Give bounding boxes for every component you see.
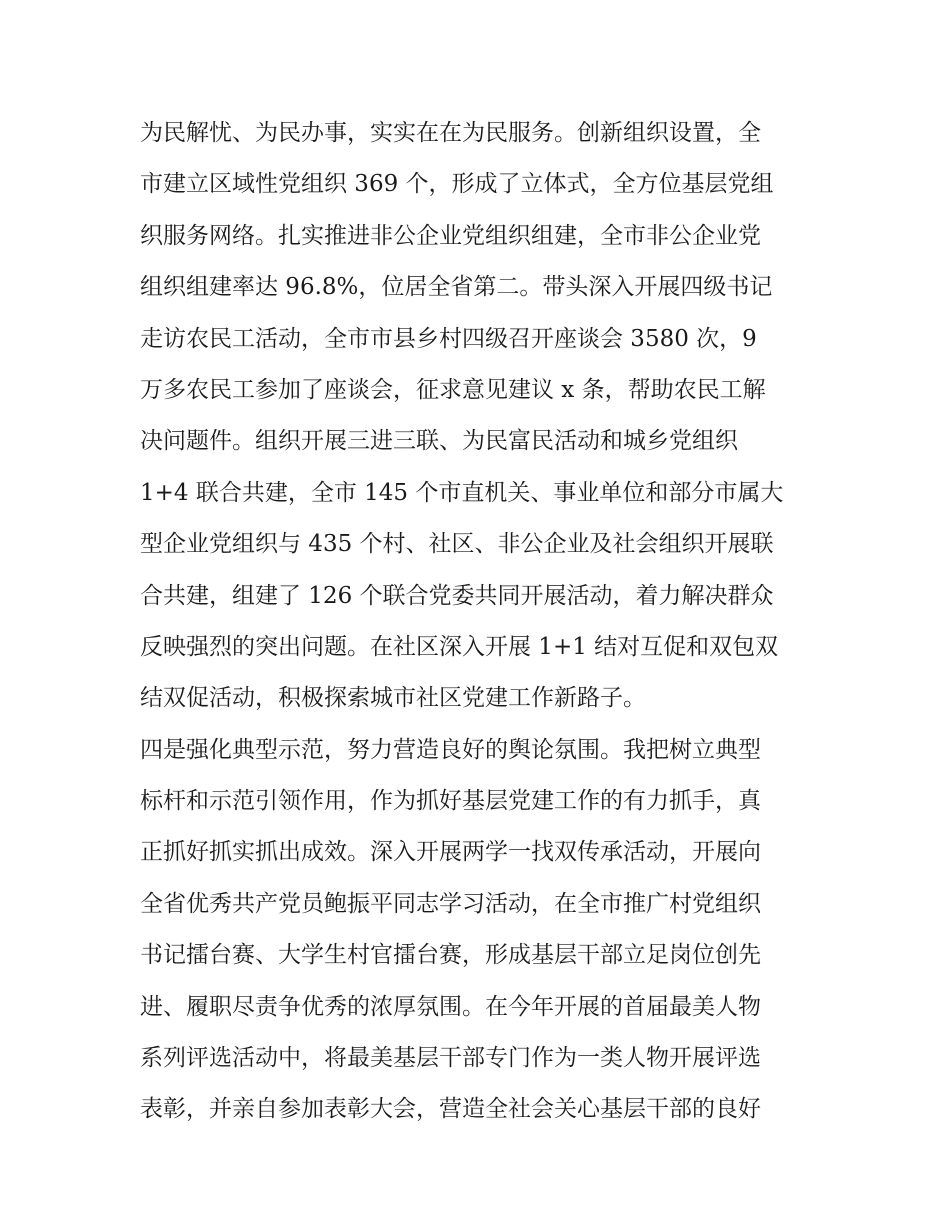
text-line: 结双促活动，积极探索城市社区党建工作新路子。 [140, 685, 646, 712]
body-text [140, 108, 820, 1136]
text-line: 全省优秀共产党员鲍振平同志学习活动，在全市推广村党组织 [140, 890, 761, 917]
text-line: 组织组建率达 96.8%，位居全省第二。带头深入开展四级书记 [140, 274, 773, 301]
text-line: 织服务网络。扎实推进非公企业党组织组建，全市非公企业党 [140, 222, 761, 249]
text-line: 系列评选活动中，将最美基层干部专门作为一类人物开展评选 [140, 1045, 761, 1072]
text-line: 走访农民工活动，全市市县乡村四级召开座谈会 3580 次，9 [140, 325, 757, 352]
text-line: 型企业党组织与 435 个村、社区、非公企业及社会组织开展联 [140, 531, 774, 558]
text-line: 进、履职尽责争优秀的浓厚氛围。在今年开展的首届最美人物 [140, 993, 761, 1020]
text-line: 四是强化典型示范，努力营造良好的舆论氛围。我把树立典型 [140, 736, 761, 763]
text-line: 书记擂台赛、大学生村官擂台赛，形成基层干部立足岗位创先 [140, 942, 761, 969]
text-line: 标杆和示范引领作用，作为抓好基层党建工作的有力抓手，真 [140, 788, 761, 815]
text-line: 合共建，组建了 126 个联合党委共同开展活动，着力解决群众 [140, 582, 774, 609]
text-line: 正抓好抓实抓出成效。深入开展两学一找双传承活动，开展向 [140, 839, 761, 866]
text-line: 反映强烈的突出问题。在社区深入开展 1+1 结对互促和双包双 [140, 633, 779, 660]
text-line: 表彰，并亲自参加表彰大会，营造全社会关心基层干部的良好 [140, 1096, 761, 1123]
text-line: 1+4 联合共建，全市 145 个市直机关、事业单位和部分市属大 [140, 479, 784, 506]
text-line: 决问题件。组织开展三进三联、为民富民活动和城乡党组织 [140, 428, 738, 455]
text-line: 万多农民工参加了座谈会，征求意见建议 x 条，帮助农民工解 [140, 376, 766, 403]
text-line: 市建立区域性党组织 369 个，形成了立体式，全方位基层党组 [140, 171, 774, 198]
text-line: 为民解忧、为民办事，实实在在为民服务。创新组织设置，全 [140, 120, 761, 146]
